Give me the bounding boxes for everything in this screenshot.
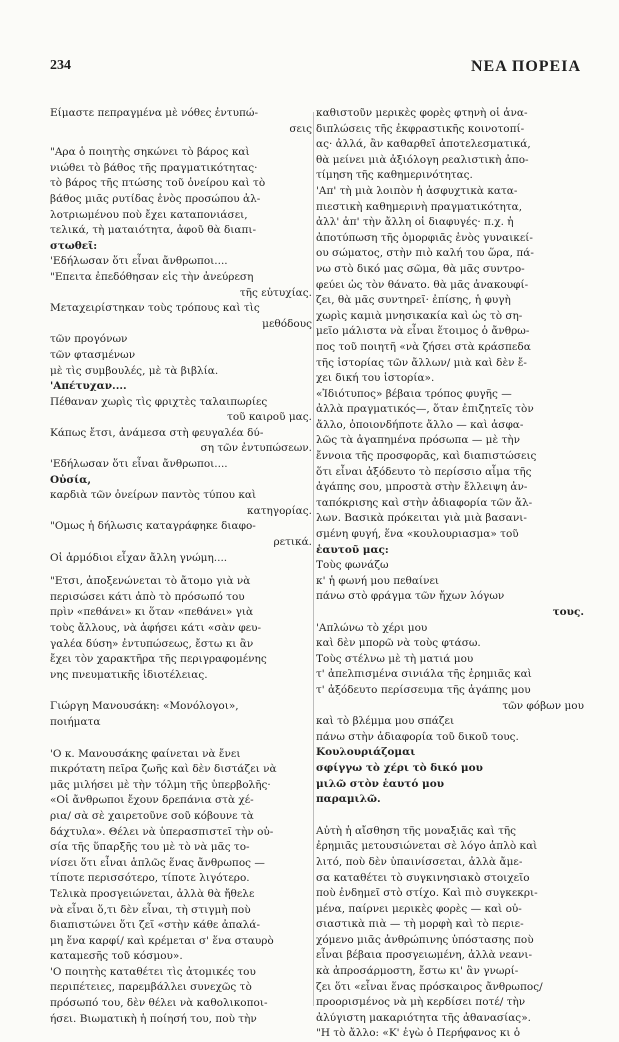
text-line: ὅτι εἶναι ἀξόδευτο τὸ περίσσιο αἷμα τῆς [316,465,532,478]
text-line: καρδιὰ τῶν ὀνείρων παντὸς τύπου καὶ [50,489,257,502]
text-line: Τελικὰ προσγειώνεται, ἀλλὰ θὰ ἤθελε [50,887,255,900]
text-line: Οἱ ἁρμόδιοι εἶχαν ἄλλη γνώμη.... [50,551,228,564]
text-line: Γιώργη Μανουσάκη: «Μονόλογοι», [50,700,239,713]
text-line: Οὐσία, [50,473,91,486]
page-header [50,58,581,82]
running-head: ΝΕΑ ΠΟΡΕΙΑ [470,58,581,75]
text-line: μεῖο μάλιστα νὰ εἶναι ἕτοιμος ὁ ἄνθρω- [316,325,530,338]
text-line: σφίγγω τὸ χέρι τὸ δικό μου [316,761,483,774]
text-line: σιαστικὰ πιὰ — τὴ μορφὴ καὶ τὸ περιε- [316,918,524,931]
text-line: τῶν φτασμένων [50,348,136,361]
text-line: ἀλύγιστη μακαριότητα τῆς ἀθανασίας». [316,1011,531,1024]
text-line: χει δική του ἱστορία». [316,372,435,385]
text-line: κὰ ἀπροσάρμοστη, ἔστω κι' ἂν γνωρί- [316,965,519,978]
text-line: πρὶν «πεθάνει» κι ὅταν «πεθάνει» γιὰ [50,606,254,619]
text-line: σα καταθέτει τὸ συγκινησιακὸ στοιχεῖο [316,871,530,884]
text-line: καὶ τὸ βλέμμα μου σπάζει [316,715,455,728]
text-line: πικρότατη πεῖρα ζωῆς καὶ δὲν διστάζει νὰ [50,763,277,776]
text-line: ποιήματα [50,715,101,728]
text-line: 'Εδήλωσαν ὅτι εἶναι ἄνθρωποι.... [50,255,228,268]
text-line: μη ἕνα καρφί/ καὶ κρέμεται σ' ἕνα σταυρὸ [50,934,274,947]
paragraph-gap [50,566,312,574]
text-line: κατηγορίας. [247,504,312,517]
text-line: τοὺς ἄλλους, νὰ ἀφήσει κάτι «σὰν φευ- [50,622,262,634]
text-line: τίμηση τῆς καθημερινότητας. [316,169,473,182]
text-line: "Επειτα ἐπεδόθησαν εἰς τὴν ἀνεύρεση [50,270,254,283]
text-line: ταπόκρισης καὶ στὴν ἀδιαφορία τῶν ἄλ- [316,496,533,509]
text-line: Κουλουριάζομαι [316,746,416,759]
text-line: μᾶς μιλήσει μὲ τὴν τόλμη τῆς ὑπερβολῆς· [50,778,271,791]
text-line: ἀποτύπωση τῆς ὁμορφιᾶς ἑνὸς γυναικεί- [316,231,533,244]
text-line: μὲ τὶς συμβουλές, μὲ τὰ βιβλία. [50,364,219,377]
text-line: τους. [552,606,584,618]
text-line: 'Απλώνω τὸ χέρι μου [316,621,428,634]
text-line: «Ἰδιότυπος» βέβαια τρόπος φυγῆς — [316,387,512,400]
text-line: γαλέα δύση» ἐντυπώσεως, ἔστω κι ἂν [50,637,254,650]
text-line: ἀγάπης σου, μπροστὰ στὴν ἔλλειψη ἀν- [316,481,528,494]
text-line: δάχτυλα». Θέλει νὰ ὑπερασπιστεῖ τὴν οὐ- [50,825,274,838]
text-line: νὰ εἶναι ὅ,τι δὲν εἶναι, τὴ στιγμὴ ποὺ [50,903,251,916]
text-line: "Η τὸ ἄλλο: «Κ' ἐγὼ ὁ Περήφανος κι ὁ [316,1027,521,1040]
text-line: πος τοῦ ποιητῆ «νὰ ζήσει στὰ κράσπεδα [316,340,531,353]
text-line: τ' ἀπελπισμένα σινιάλα τῆς ἐρημιᾶς καὶ [316,668,532,681]
text-line: σεις [289,122,312,135]
text-line: ζει, θὰ μᾶς συντηρεῖ· ἐπίσης, ἡ φυγὴ [316,294,511,307]
text-line: νιώθει τὸ βάθος τῆς πραγματικότητας· [50,161,258,174]
text-line: λῶς τὰ ἀγαπημένα πρόσωπα — μὲ τὴν [316,434,520,447]
text-line: 'Ο ποιητὴς καταθέτει τὶς ἀτομικές του [50,965,256,978]
text-line: περιπέτειες, παρεμβάλλει συνεχῶς τὸ [50,981,252,994]
text-line: διαπιστώνει ὅτι ζεῖ «στὴν κάθε ἀπαλά- [50,919,261,932]
text-line: Κάπως ἔτσι, ἀνάμεσα στὴ φευγαλέα δύ- [50,426,264,439]
text-line: ρια/ σὰ σὲ χαιρετοῦνε σοῦ κόβουνε τὰ [50,809,254,822]
text-line: τίποτε περισσότερο, τίποτε λιγότερο. [50,872,250,885]
text-line: ἑαυτοῦ μας: [316,543,389,556]
paragraph-gap [50,137,312,145]
text-line: ἐρημιᾶς μετουσιώνεται σὲ λόγο ἁπλὸ καὶ [316,840,538,853]
text-line: 'Εδήλωσαν ὅτι εἶναι ἄνθρωποι.... [50,458,228,471]
text-line: "Αρα ὁ ποιητὴς σηκώνει τὸ βάρος καὶ [50,146,250,159]
text-line: τελικά, τὴ ματαιότητα, ἀφοῦ θὰ διαπι- [50,224,257,237]
text-line: νω στὸ δικό μας σῶμα, θὰ μᾶς συντρο- [316,262,525,275]
text-line: παραμιλῶ. [316,793,381,806]
text-line: φεύει ὡς τὸν θάνατο. θὰ μᾶς ἀνακουφί- [316,278,529,291]
text-line: λοτριωμένου ποὺ ἔχει καταπονιάσει, [50,208,248,221]
text-line: ση τῶν ἐντυπώσεων. [200,442,312,455]
text-line: τὸ βάρος τῆς πτώσης τοῦ ὀνείρου καὶ τὸ [50,177,266,190]
page-number: 234 [50,58,71,73]
text-line: καταμεσῆς τοῦ κόσμου». [50,950,183,963]
right-column [316,106,584,1040]
text-line: προορισμένος νὰ μὴ κερδίσει ποτέ/ τὴν [316,996,526,1009]
text-line: νης πνευματικῆς ἰδιοτέλειας. [50,668,208,681]
text-line: ἔννοια τῆς προσφορᾶς, καὶ διαπιστώσεις [316,450,537,463]
text-line: τ' ἀξόδευτο περίσσευμα τῆς ἀγάπης μου [316,683,531,696]
text-line: ἀλλ' ἀπ' τὴν ἄλλη οἱ διαφυγές· π.χ. ἡ [316,216,514,229]
text-line: πιεστικὴ καθημερινὴ πραγματικότητα, [316,200,523,213]
paragraph-gap [50,731,312,747]
text-line: καὶ δὲν μπορῶ νὰ τοὺς φτάσω. [316,637,481,650]
text-line: πάνω στὴν ἀδιαφορία τοῦ δικοῦ τους. [316,730,519,743]
text-line: διπλώσεις τῆς ἐκφραστικῆς κοινοτοπί- [316,122,525,135]
text-line: ἔχει τὸν χαρακτῆρα τῆς περιγραφομένης [50,653,267,666]
text-line: χωρὶς καμιὰ μνησικακία καὶ ὡς τὸ ση- [316,309,523,322]
text-line: μένα, παίρνει μερικὲς φορὲς — καὶ οὐ- [316,902,522,915]
text-line: εἶναι βέβαια προσγειωμένη, ἀλλὰ νεανι- [316,949,533,962]
text-line: τῆς εὐτυχίας. [239,286,312,299]
text-line: βάθος μιᾶς ρυτίδας ἑνὸς προσώπου ἀλ- [50,192,261,205]
text-line: θὰ μείνει μιὰ ἀξιόλογη ρεαλιστικὴ ἀπο- [316,153,529,166]
text-line: ας· ἀλλά, ἂν καθαρθεῖ ἀποτελεσματικά, [316,138,531,151]
text-line: σία τῆς ὕπαρξῆς του μὲ τὸ νὰ μᾶς το- [50,841,250,854]
text-line: ζει ὅτι «εἶναι ἕνας πρόσκαιρος ἄνθρωπος/ [316,980,543,993]
text-line: περισώσει κάτι ἀπὸ τὸ πρόσωπό του [50,590,245,603]
text-line: ου σώματος, στὴν πιὸ καλή του ὥρα, πά- [316,247,534,260]
text-line: ποὺ ἐνδημεῖ στὸ στίχο. Καὶ πιὸ συγκεκρι- [316,887,538,900]
text-line: στωθεῖ: [50,239,98,252]
text-line: τῶν προγόνων [50,333,128,346]
text-line: νίσει ὅτι εἶναι ἁπλῶς ἕνας ἄνθρωπος — [50,856,265,869]
text-line: Μεταχειρίστηκαν τοὺς τρόπους καὶ τὶς [50,302,260,315]
text-line: "Ετσι, ἀποξενώνεται τὸ ἄτομο γιὰ νὰ [50,575,251,588]
text-line: τοῦ καιροῦ μας. [227,411,312,424]
text-line: Πέθαναν χωρὶς τὶς φριχτὲς ταλαιπωρίες [50,395,268,408]
paragraph-gap [316,808,584,824]
column-divider [313,112,314,1006]
text-line: τῶν φόβων μου [502,699,584,712]
text-line: ρετικά. [273,536,312,549]
left-column [50,106,312,1025]
text-line: Αὐτὴ ἡ αἴσθηση τῆς μοναξιᾶς καὶ τῆς [316,824,517,837]
text-line: κ' ἡ φωνή μου πεθαίνει [316,574,440,587]
text-line: 'Απέτυχαν.... [50,380,127,393]
paragraph-gap [50,683,312,699]
text-line: «Οἱ ἄνθρωποι ἔχουν δρεπάνια στὰ χέ- [50,794,254,807]
text-line: 'Ο κ. Μανουσάκης φαίνεται νὰ ἔνει [50,747,241,760]
text-line: λων. Βασικὰ πρόκειται γιὰ μιὰ βασανι- [316,512,527,525]
text-line: τῆς ἱστορίας τῶν ἄλλων/ μιὰ καὶ δὲν ἔ- [316,356,527,369]
text-line: μεθόδους [262,317,312,330]
text-line: σμένη φυγή, ἕνα «κουλουριασμα» τοῦ [316,528,519,541]
text-line: καθιστοῦν μερικὲς φορὲς φτηνὴ οἱ ἀνα- [316,107,528,119]
text-line: πάνω στὸ φράγμα τῶν ἤχων λόγων [316,590,505,603]
text-line: Τοὺς φωνάζω [316,559,389,572]
text-line: ἄλλο, ὁποιονδήποτε ἄλλο — καὶ ἀσφα- [316,418,524,431]
text-line: πρόσωπό του, δὲν θέλει νὰ καθολικοποι- [50,997,268,1010]
text-line: χόμενο μιᾶς ἀνθρώπινης ὑπόστασης ποὺ [316,933,534,946]
text-line: ήσει. Βιωματικὴ ἡ ποίησή του, ποὺ τὴν [50,1012,257,1025]
text-line: λιτό, ποὺ δὲν ὑπαινίσσεται, ἀλλὰ ἄμε- [316,855,523,868]
text-line: Είμαστε πεπραγμένα μὲ νόθες ἐντυπώ- [50,107,259,119]
text-line: Τοὺς στέλνω μὲ τὴ ματιά μου [316,652,474,665]
text-line: μιλῶ στὸν ἑαυτό μου [316,777,444,790]
text-line: 'Απ' τὴ μιὰ λοιπὸν ἡ ἀσφυχτικὰ κατα- [316,184,518,197]
text-line: ἀλλὰ πραγματικός—, ὅταν ἐπιζητεῖς τὸν [316,403,534,416]
text-line: "Ομως ἡ δήλωσις καταγράφηκε διαφο- [50,520,256,533]
